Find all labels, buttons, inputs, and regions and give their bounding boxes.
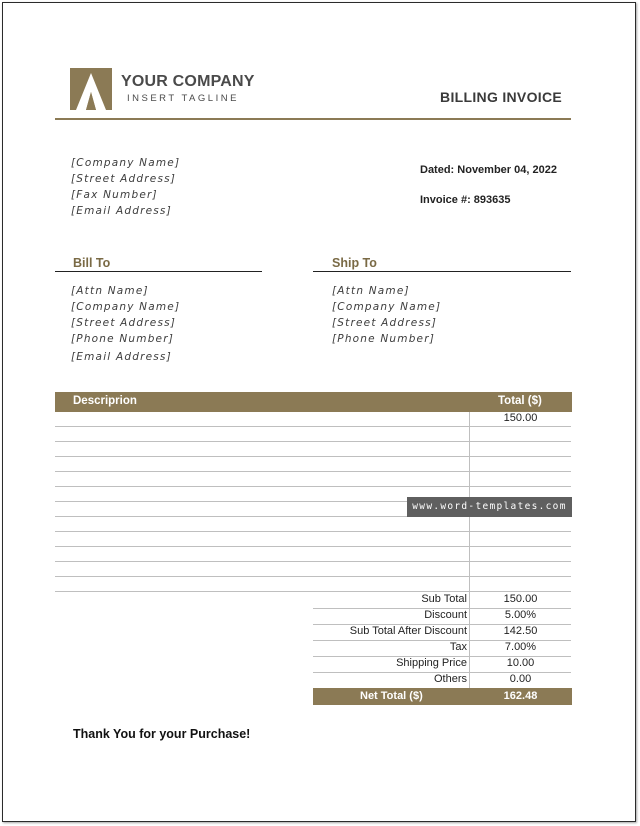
summary-row-discount (313, 608, 571, 625)
summary-label: Sub Total (421, 593, 467, 605)
ship-to-block (332, 283, 441, 347)
summary-row-subtotal-after-discount (313, 624, 571, 641)
summary-value: 5.00% (504, 609, 537, 621)
bill-to-phone: [Phone Number] (71, 333, 175, 345)
invoice-number: Invoice #: 893635 (420, 194, 511, 206)
summary-value: 150.00 (503, 593, 538, 605)
summary-value: 142.50 (503, 625, 538, 637)
table-row-line (55, 441, 571, 442)
summary-label: Shipping Price (396, 657, 467, 669)
summary-label: Discount (424, 609, 467, 621)
table-row-1-total: 150.00 (503, 412, 538, 424)
table-row-line (55, 456, 571, 457)
watermark-banner: www.word-templates.com (407, 497, 572, 517)
summary-row-subtotal (313, 592, 571, 609)
ship-to-company: [Company Name] (332, 301, 442, 313)
table-row-line (55, 561, 571, 562)
bill-to-rule (55, 271, 262, 272)
summary-value: 0.00 (509, 673, 532, 685)
invoice-date: Dated: November 04, 2022 (420, 164, 557, 176)
net-total-label: Net Total ($) (360, 690, 423, 702)
summary-value: 7.00% (504, 641, 537, 653)
net-total-value: 162.48 (503, 690, 538, 702)
summary-value: 10.00 (506, 657, 535, 669)
table-row-line (55, 546, 571, 547)
bill-to-attn: [Attn Name] (71, 285, 149, 297)
table-row-line (55, 486, 571, 487)
summary-row-tax (313, 640, 571, 657)
summary-label: Tax (449, 641, 467, 653)
bill-to-heading: Bill To (73, 256, 111, 270)
company-logo (70, 68, 112, 110)
bill-to-block (71, 283, 180, 365)
table-row-line (55, 426, 571, 427)
summary-label: Others (433, 673, 467, 685)
company-address-name: [Company Name] (71, 157, 181, 169)
table-row-line (55, 531, 571, 532)
col-total-header: Total ($) (498, 395, 542, 407)
company-address-street: [Street Address] (71, 173, 177, 185)
table-row-line (55, 471, 571, 472)
ship-to-rule (313, 271, 571, 272)
ship-to-heading: Ship To (332, 256, 377, 270)
thank-you-note: Thank You for your Purchase! (73, 727, 251, 741)
company-address-block (71, 155, 180, 219)
summary-label: Sub Total After Discount (349, 625, 467, 637)
company-name: YOUR COMPANY (121, 73, 255, 90)
summary-row-others (313, 672, 571, 689)
bill-to-email: [Email Address] (71, 351, 172, 363)
header-rule (55, 118, 571, 120)
company-address-email: [Email Address] (71, 205, 172, 217)
bill-to-street: [Street Address] (71, 317, 177, 329)
col-description-header: Descriprion (73, 395, 137, 407)
ship-to-phone: [Phone Number] (332, 333, 436, 345)
document-title: BILLING INVOICE (440, 89, 562, 105)
company-address-fax: [Fax Number] (71, 189, 158, 201)
company-tagline: INSERT TAGLINE (127, 93, 239, 104)
table-row-line (55, 576, 571, 577)
summary-row-shipping (313, 656, 571, 673)
ship-to-attn: [Attn Name] (332, 285, 410, 297)
ship-to-street: [Street Address] (332, 317, 438, 329)
bill-to-company: [Company Name] (71, 301, 181, 313)
